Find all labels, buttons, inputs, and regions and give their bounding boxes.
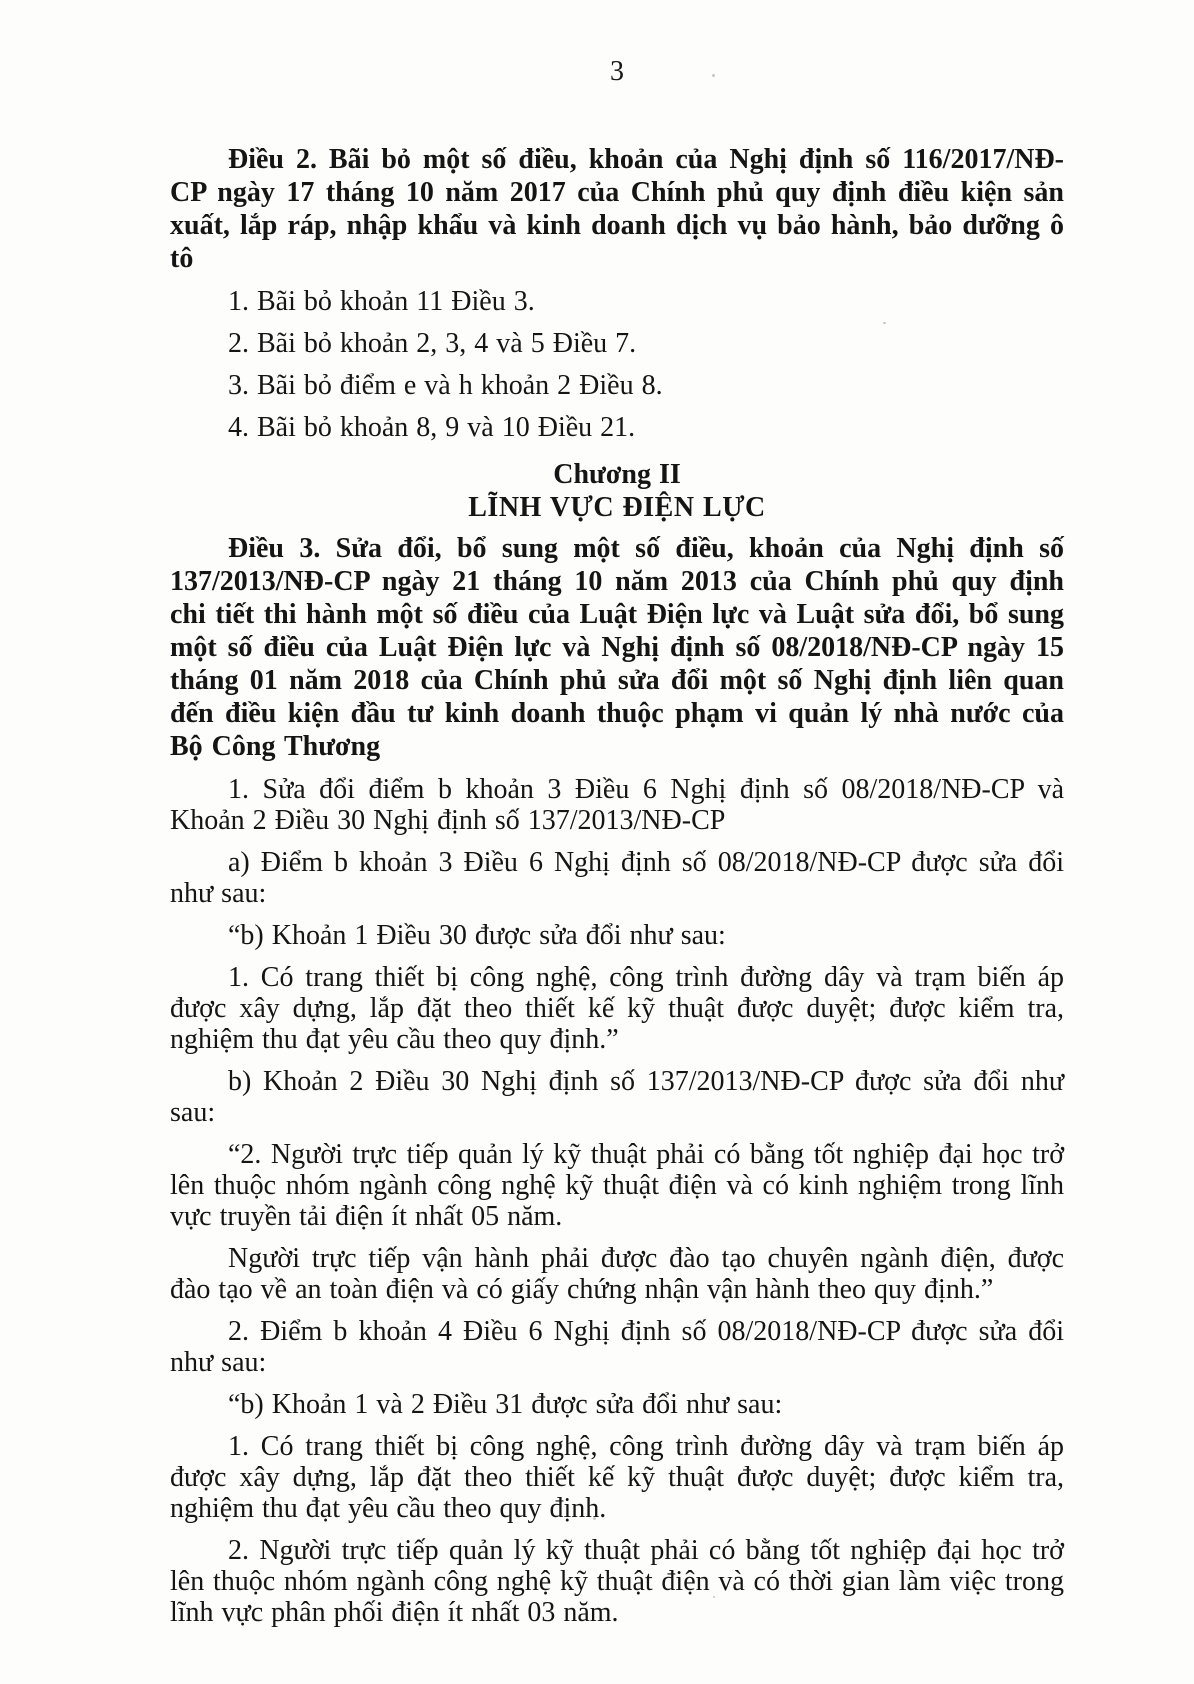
article-3-paragraph-9: “b) Khoản 1 và 2 Điều 31 được sửa đổi như sau: xyxy=(228,1389,783,1420)
chapter-2-subtitle: LĨNH VỰC ĐIỆN LỰC xyxy=(468,492,766,523)
article-3-paragraph-6: “2. Người trực tiếp quản lý kỹ thuật phải có bằng tốt nghiệp đại học trở lên thuộc nhóm ngành công nghệ kỹ thuật điện và có kinh nghiệm trong lĩnh vực truyền tải điện ít nhất 05 năm. xyxy=(170,1139,1064,1232)
article-2-item-1: 1. Bãi bỏ khoản 11 Điều 3. xyxy=(228,286,535,317)
article-3-paragraph-5: b) Khoản 2 Điều 30 Nghị định số 137/2013/NĐ-CP được sửa đổi như sau: xyxy=(170,1066,1064,1128)
article-3-paragraph-11: 2. Người trực tiếp quản lý kỹ thuật phải có bằng tốt nghiệp đại học trở lên thuộc nhóm ngành công nghệ kỹ thuật điện và có thời gian làm việc trong lĩnh vực phân phối điện ít nhất 03 năm. xyxy=(170,1535,1064,1628)
article-3-paragraph-2: a) Điểm b khoản 3 Điều 6 Nghị định số 08/2018/NĐ-CP được sửa đổi như sau: xyxy=(170,847,1064,909)
article-3-paragraph-10: 1. Có trang thiết bị công nghệ, công trình đường dây và trạm biến áp được xây dựng, lắp đặt theo thiết kế kỹ thuật được duyệt; được kiểm tra, nghiệm thu đạt yêu cầu theo quy định. xyxy=(170,1431,1064,1524)
article-2-item-2: 2. Bãi bỏ khoản 2, 3, 4 và 5 Điều 7. xyxy=(228,328,637,359)
article-3-paragraph-3: “b) Khoản 1 Điều 30 được sửa đổi như sau: xyxy=(228,920,726,951)
page-number: 3 xyxy=(610,56,624,87)
article-3-paragraph-7: Người trực tiếp vận hành phải được đào tạo chuyên ngành điện, được đào tạo về an toàn điện và có giấy chứng nhận vận hành theo quy định.” xyxy=(170,1243,1064,1305)
article-2-item-3: 3. Bãi bỏ điểm e và h khoản 2 Điều 8. xyxy=(228,370,663,401)
article-3-paragraph-4: 1. Có trang thiết bị công nghệ, công trình đường dây và trạm biến áp được xây dựng, lắp đặt theo thiết kế kỹ thuật được duyệt; được kiểm tra, nghiệm thu đạt yêu cầu theo quy định.” xyxy=(170,962,1064,1055)
article-2-item-4: 4. Bãi bỏ khoản 8, 9 và 10 Điều 21. xyxy=(228,412,636,443)
article-3-paragraph-1: 1. Sửa đổi điểm b khoản 3 Điều 6 Nghị định số 08/2018/NĐ-CP và Khoản 2 Điều 30 Nghị định số 137/2013/NĐ-CP xyxy=(170,774,1064,836)
text-column xyxy=(170,56,1064,1639)
article-3-paragraph-8: 2. Điểm b khoản 4 Điều 6 Nghị định số 08/2018/NĐ-CP được sửa đổi như sau: xyxy=(170,1316,1064,1378)
article-3-heading: Điều 3. Sửa đổi, bổ sung một số điều, khoản của Nghị định số 137/2013/NĐ-CP ngày 21 tháng 10 năm 2013 của Chính phủ quy định chi tiết thi hành một số điều của Luật Điện lực và Luật sửa đổi, bổ sung một số điều của Luật Điện lực và Nghị định số 08/2018/NĐ-CP ngày 15 tháng 01 năm 2018 của Chính phủ sửa đổi một số Nghị định liên quan đến điều kiện đầu tư kinh doanh thuộc phạm vi quản lý nhà nước của Bộ Công Thương xyxy=(170,533,1064,762)
chapter-2-title: Chương II xyxy=(553,459,681,490)
article-2-heading: Điều 2. Bãi bỏ một số điều, khoản của Nghị định số 116/2017/NĐ-CP ngày 17 tháng 10 năm 2017 của Chính phủ quy định điều kiện sản xuất, lắp ráp, nhập khẩu và kinh doanh dịch vụ bảo hành, bảo dưỡng ô tô xyxy=(170,144,1064,274)
